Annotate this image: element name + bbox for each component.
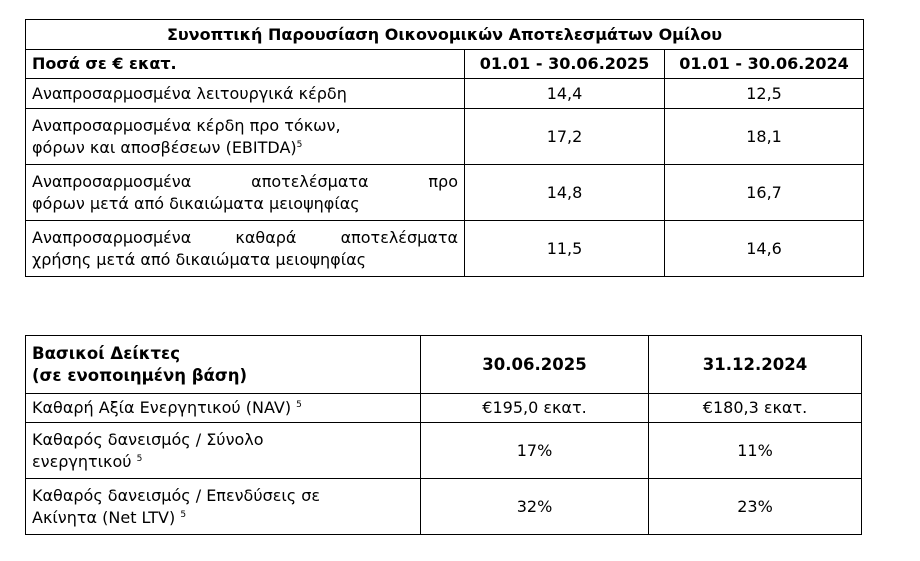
- value-2025: €195,0 εκατ.: [421, 394, 649, 423]
- row-label-line1: Καθαρός δανεισμός / Σύνολο: [32, 429, 264, 449]
- table-row: [26, 109, 864, 165]
- value-2024: 11%: [649, 423, 862, 479]
- header-date-2025: 30.06.2025: [421, 336, 649, 394]
- value-2024: 23%: [649, 479, 862, 535]
- footnote-marker: 5: [180, 509, 187, 520]
- value-2025: 17%: [421, 423, 649, 479]
- row-label: [26, 109, 465, 165]
- row-label-line2: ενεργητικού $^5$: [32, 451, 143, 471]
- header-line2: (σε ενοποιημένη βάση): [32, 365, 247, 385]
- value-2024: 14,6: [665, 221, 864, 277]
- row-label-line1: Αναπροσαρμοσμένα αποτελέσματα προ: [32, 171, 458, 191]
- header-period-2024: 01.01 - 30.06.2024: [665, 50, 864, 79]
- row-label: [26, 479, 421, 535]
- footnote-marker: 5: [296, 139, 303, 150]
- row-label-line2: φόρων και αποσβέσεων (EBITDA)$^5$: [32, 137, 303, 157]
- value-2025: 14,4: [465, 79, 665, 109]
- table-row: [26, 165, 864, 221]
- footnote-marker: 5: [296, 400, 302, 410]
- table-title-row: [26, 20, 864, 50]
- row-label-line1: Αναπροσαρμοσμένα κέρδη προ τόκων,: [32, 115, 341, 135]
- row-label-line1: Καθαρός δανεισμός / Επενδύσεις σε: [32, 485, 321, 505]
- header-period-2025: 01.01 - 30.06.2025: [465, 50, 665, 79]
- footnote-marker: 5: [136, 453, 143, 464]
- value-2025: 17,2: [465, 109, 665, 165]
- table-row: [26, 479, 862, 535]
- row-label-text: Καθαρή Αξία Ενεργητικού (NAV): [32, 398, 292, 417]
- value-2024: 18,1: [665, 109, 864, 165]
- value-2025: 11,5: [465, 221, 665, 277]
- row-label: [26, 423, 421, 479]
- header-date-2024: 31.12.2024: [649, 336, 862, 394]
- header-key-indicators: [26, 336, 421, 394]
- key-indicators-table: [25, 335, 862, 535]
- table-row: [26, 423, 862, 479]
- table-header-row: [26, 50, 864, 79]
- table-title: Συνοπτική Παρουσίαση Οικονομικών Αποτελεσμάτων Ομίλου: [26, 20, 864, 50]
- row-label-line2: Ακίνητα (Net LTV) $^5$: [32, 507, 187, 527]
- row-label-line2: φόρων μετά από δικαιώματα μειοψηφίας: [32, 193, 360, 213]
- row-label-text: Αναπροσαρμοσμένα λειτουργικά κέρδη: [32, 83, 347, 103]
- value-2024: 12,5: [665, 79, 864, 109]
- row-label: [26, 165, 465, 221]
- row-label: [26, 79, 465, 109]
- row-label-line1: Αναπροσαρμοσμένα καθαρά αποτελέσματα: [32, 227, 458, 247]
- table-row: [26, 221, 864, 277]
- row-label: [26, 221, 465, 277]
- table-row: [26, 79, 864, 109]
- value-2025: 32%: [421, 479, 649, 535]
- financial-results-table: [25, 19, 864, 277]
- row-label-line2: χρήσης μετά από δικαιώματα μειοψηφίας: [32, 249, 367, 269]
- row-label: [26, 394, 421, 423]
- table-row: [26, 394, 862, 423]
- value-2025: 14,8: [465, 165, 665, 221]
- header-line1: Βασικοί Δείκτες: [32, 343, 181, 363]
- value-2024: 16,7: [665, 165, 864, 221]
- table-header-row: [26, 336, 862, 394]
- value-2024: €180,3 εκατ.: [649, 394, 862, 423]
- header-amounts: Ποσά σε € εκατ.: [26, 50, 465, 79]
